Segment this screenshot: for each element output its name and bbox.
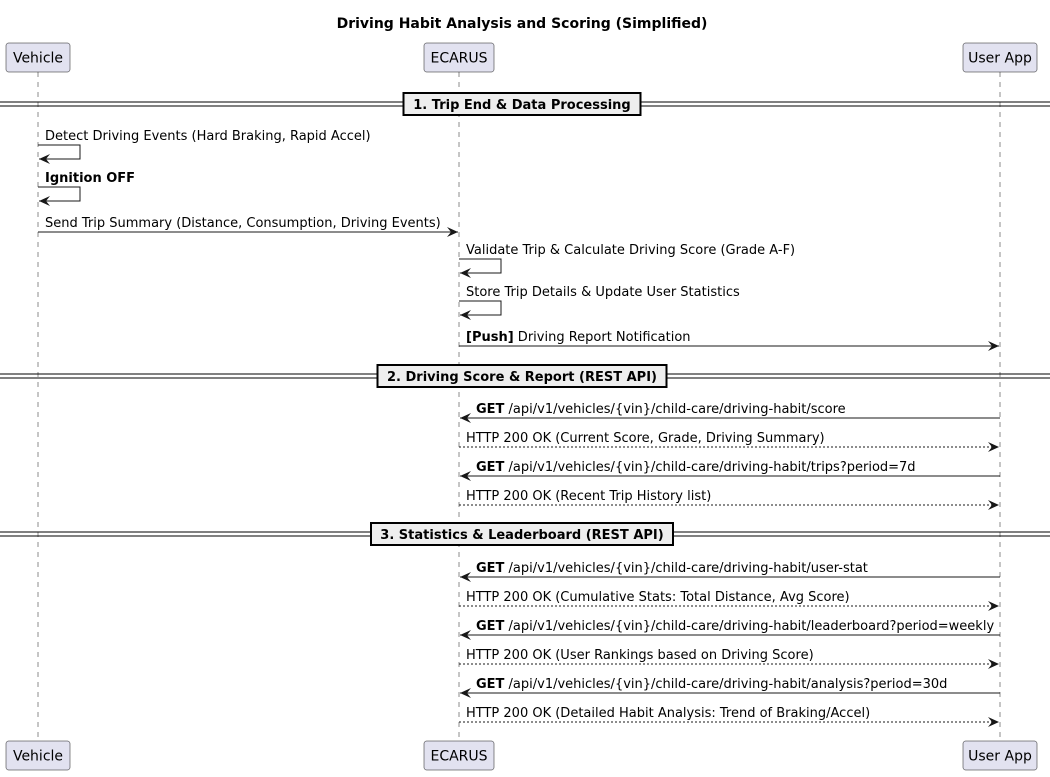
message-8 [459,431,999,447]
self-message-arrow [459,259,501,273]
divider-label: 1. Trip End & Data Processing [413,98,631,113]
message-keyword: GET [476,402,505,417]
participant-ecarus-top [424,43,494,72]
message-label [476,460,916,475]
participant-vehicle-bottom [6,741,70,770]
message-text: /api/v1/vehicles/{vin}/child-care/driving-habit/trips?period=7d [504,460,916,475]
message-label [466,489,711,504]
self-message-arrow [38,187,80,201]
message-10 [459,489,999,505]
self-message-arrow [38,145,80,159]
message-label [466,243,795,258]
message-label [466,590,850,605]
message-4 [459,243,795,273]
message-label [466,706,870,721]
section-divider [0,523,1050,545]
message-16 [459,706,999,722]
message-2 [38,171,135,201]
message-keyword: GET [476,677,505,692]
message-label [476,677,947,692]
divider-label: 2. Driving Score & Report (REST API) [387,370,657,385]
message-12 [459,590,999,606]
participant-label: User App [968,748,1032,765]
section-divider [0,93,1050,115]
message-text: HTTP 200 OK (Cumulative Stats: Total Distance, Avg Score) [466,590,850,605]
message-15 [460,677,1000,693]
message-7 [460,402,1000,418]
message-label [45,216,441,231]
participant-label: Vehicle [12,50,64,67]
message-text: HTTP 200 OK (Recent Trip History list) [466,489,712,504]
divider-label: 3. Statistics & Leaderboard (REST API) [380,528,664,543]
message-keyword: GET [476,460,505,475]
message-label [476,561,868,576]
participant-vehicle-top [6,43,70,72]
participant-user-app-bottom [963,741,1037,770]
participant-ecarus-bottom [424,741,494,770]
message-text: HTTP 200 OK (Detailed Habit Analysis: Trend of Braking/Accel) [466,706,871,721]
participant-label: Vehicle [12,748,64,765]
message-text: Driving Report Notification [513,330,691,345]
participant-label: ECARUS [430,50,488,67]
message-label [466,285,740,300]
message-text: Send Trip Summary (Distance, Consumption, Driving Events) [45,216,441,231]
message-label [476,619,994,634]
section-divider [0,365,1050,387]
self-message-arrow [459,301,501,315]
message-text: /api/v1/vehicles/{vin}/child-care/driving-habit/leaderboard?period=weekly [504,619,995,634]
message-text: Store Trip Details & Update User Statistics [466,285,740,300]
participant-user-app-top [963,43,1037,72]
diagram-title: Driving Habit Analysis and Scoring (Simplified) [336,16,708,32]
message-label [45,171,135,186]
message-label [466,431,825,446]
message-3 [38,216,458,232]
message-11 [460,561,1000,577]
message-5 [459,285,740,315]
message-label [466,648,814,663]
message-label [466,330,691,345]
message-text: /api/v1/vehicles/{vin}/child-care/driving-habit/analysis?period=30d [504,677,948,692]
message-label [45,129,371,144]
message-label [476,402,846,417]
message-text: /api/v1/vehicles/{vin}/child-care/driving-habit/score [504,402,846,417]
message-text: Detect Driving Events (Hard Braking, Rapid Accel) [45,129,371,144]
participant-label: User App [968,50,1032,67]
message-1 [38,129,371,159]
message-9 [460,460,1000,476]
message-14 [459,648,999,664]
message-text: HTTP 200 OK (Current Score, Grade, Driving Summary) [466,431,825,446]
message-keyword: GET [476,619,505,634]
message-text: HTTP 200 OK (User Rankings based on Driving Score) [466,648,814,663]
participant-label: ECARUS [430,748,488,765]
message-6 [459,330,999,346]
message-13 [460,619,1000,635]
message-keyword: Ignition OFF [45,171,136,186]
message-text: /api/v1/vehicles/{vin}/child-care/driving-habit/user-stat [504,561,868,576]
message-text: Validate Trip & Calculate Driving Score (Grade A-F) [466,243,796,258]
message-keyword: GET [476,561,505,576]
message-keyword: [Push] [466,330,514,345]
